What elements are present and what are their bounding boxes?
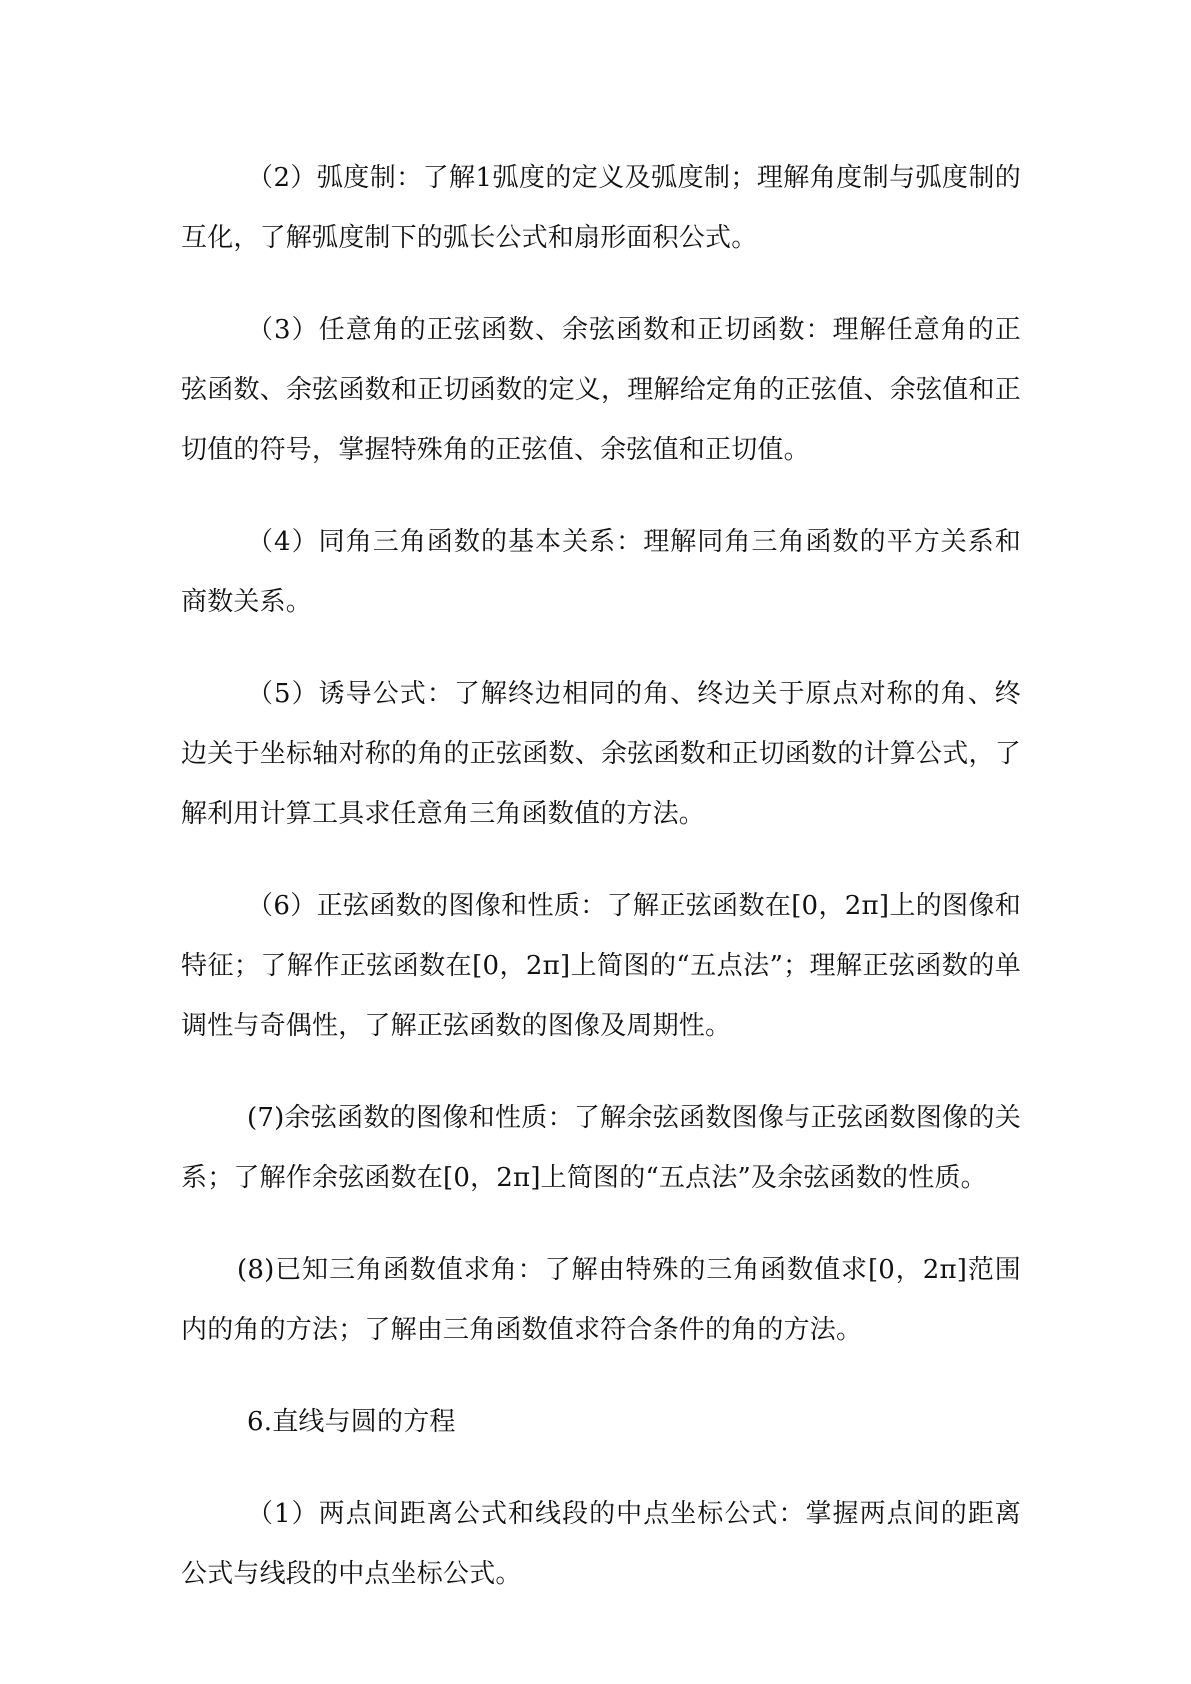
paragraph-trig-functions-definition: （3）任意角的正弦函数、余弦函数和正切函数：理解任意角的正弦函数、余弦函数和正切函数的定义，理解给定角的正弦值、余弦值和正切值的符号，掌握特殊角的正弦值、余弦值和正切值。 [181,315,1021,465]
paragraph-induction-formulas: （5）诱导公式：了解终边相同的角、终边关于原点对称的角、终边关于坐标轴对称的角的正弦函数、余弦函数和正切函数的计算公式，了解利用计算工具求任意角三角函数值的方法。 [181,679,1021,829]
section-heading-line-and-circle-equations: 6.直线与圆的方程 [247,1407,456,1437]
paragraph-cosine-graph-properties: (7)余弦函数的图像和性质：了解余弦函数图像与正弦函数图像的关系；了解作余弦函数在[0，2π]上简图的“五点法”及余弦函数的性质。 [181,1103,1021,1193]
paragraph-sine-graph-properties: （6）正弦函数的图像和性质：了解正弦函数在[0，2π]上的图像和特征；了解作正弦函数在[0，2π]上简图的“五点法”；理解正弦函数的单调性与奇偶性，了解正弦函数的图像及周期性。 [181,891,1021,1041]
paragraph-distance-and-midpoint-formulas: （1）两点间距离公式和线段的中点坐标公式：掌握两点间的距离公式与线段的中点坐标公式。 [181,1499,1021,1589]
paragraph-same-angle-relations: （4）同角三角函数的基本关系：理解同角三角函数的平方关系和商数关系。 [181,527,1021,617]
paragraph-radian-system: （2）弧度制：了解1弧度的定义及弧度制；理解角度制与弧度制的互化，了解弧度制下的弧长公式和扇形面积公式。 [181,163,1021,253]
paragraph-find-angle-from-trig-value: (8)已知三角函数值求角：了解由特殊的三角函数值求[0，2π]范围内的角的方法；了解由三角函数值求符合条件的角的方法。 [181,1255,1021,1345]
document-body [181,148,1021,1636]
